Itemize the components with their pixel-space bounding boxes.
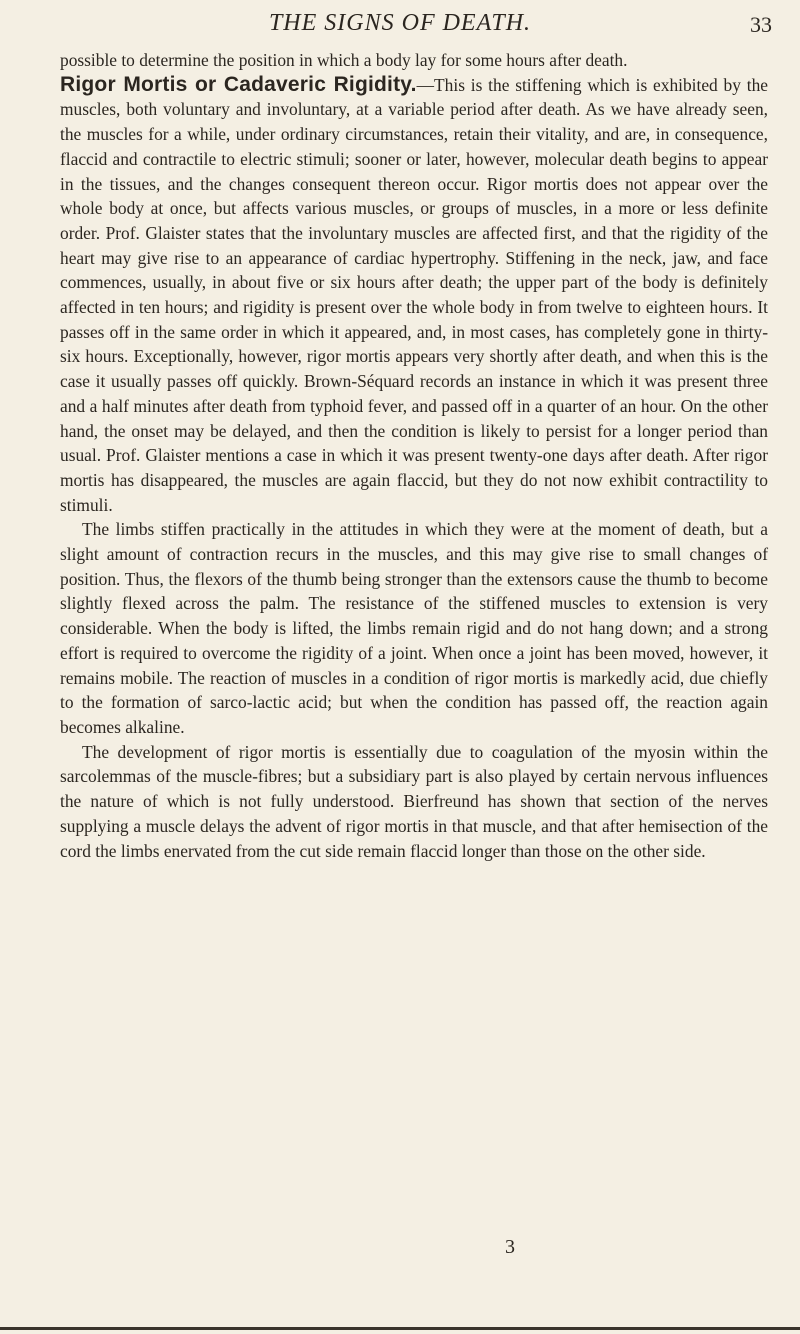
paragraph-limbs: The limbs stiffen practically in the attitudes in which they were at the moment of death, but a slight amount of contraction recurs in the muscles, and this may give rise to small changes of position. Thus, the flexors of the thumb being stronger than the extensors cause the thumb to become slightly flexed across the palm. The resistance of the stiffened muscles to extension is very considerable. When the body is lifted, the limbs remain rigid and do not hang down; and a strong effort is required to overcome the rigidity of a joint. When once a joint has been moved, however, it remains mobile. The reaction of muscles in a condition of rigor mortis is markedly acid, due chiefly to the formation of sarco-lactic acid; but when the condition has passed off, the reaction again becomes alkaline. (60, 519, 768, 737)
paragraph-development: The development of rigor mortis is essentially due to coagulation of the myosin within the sarcolemmas of the muscle-fibres; but a subsidiary part is also played by certain nervous influences the nature of which is not fully understood. Bierfreund has shown that section of the nerves supplying a muscle delays the advent of rigor mortis in that muscle, and that after hemisection of the cord the limbs enervated from the cut side remain flaccid longer than those on the other side. (60, 741, 768, 861)
signature-mark: 3 (505, 1236, 515, 1258)
section-heading: Rigor Mortis or Cadaveric Rigidity. (60, 72, 417, 96)
page-number: 33 (750, 12, 772, 37)
running-head (0, 4, 800, 44)
body-text (60, 48, 768, 863)
paragraph-rigor-mortis (60, 73, 768, 518)
running-title: THE SIGNS OF DEATH. (268, 10, 532, 36)
paragraph-rigor-mortis-text: —This is the stiffening which is exhibited by the muscles, both voluntary and involuntary, at a variable period after death. As we have already seen, the muscles for a while, under ordinary circumstances, retain their vitality, and are, in consequence, flaccid and contractile to electric stimuli; sooner or later, however, molecular death begins to appear in the tissues, and the changes consequent thereon occur. Rigor mortis does not appear over the whole body at once, but affects various muscles, or groups of muscles, in a more or less definite order. Prof. Glaister states that the involuntary muscles are affected first, and that the rigidity of the heart may give rise to an appearance of cardiac hypertrophy. Stiffening in the neck, jaw, and face commences, usually, in about five or six hours after death; the upper part of the body is definitely affected in ten hours; and rigidity is present over the whole body in from twelve to eighteen hours. It passes off in the same order in which it appeared, and, in most cases, has completely gone in thirty-six hours. Exceptionally, however, rigor mortis appears very shortly after death, and when this is the case it usually passes off quickly. Brown-Séquard records an instance in which it was present three and a half minutes after death from typhoid fever, and passed off in a quarter of an hour. On the other hand, the onset may be delayed, and then the condition is likely to persist for a longer period than usual. Prof. Glaister mentions a case in which it was present twenty-one days after death. After rigor mortis has disappeared, the muscles are again flaccid, but they do not now exhibit contractility to stimuli. (60, 74, 768, 515)
bottom-rule (0, 1327, 800, 1330)
paragraph-continued: possible to determine the position in which a body lay for some hours after death. (60, 50, 628, 70)
